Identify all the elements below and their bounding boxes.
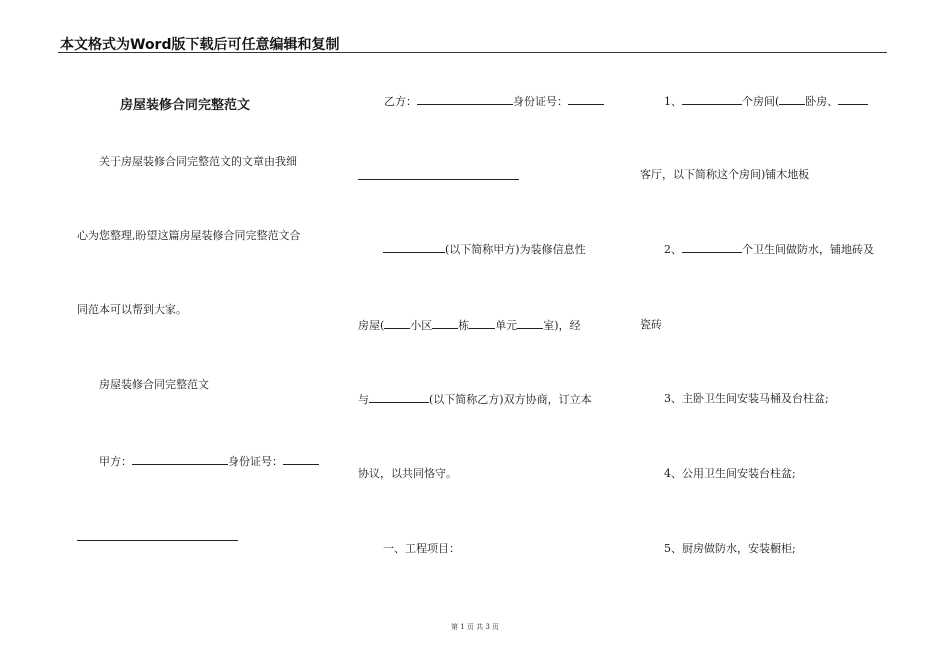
district-label: 小区 <box>410 319 433 332</box>
item-4: 4、公用卫生间安装台柱盆; <box>664 467 796 480</box>
unit-blank[interactable] <box>469 318 495 329</box>
party-a-id-label: 身份证号： <box>228 455 283 468</box>
party-b-name-blank[interactable] <box>417 94 513 105</box>
contract-subtitle: 房屋装修合同完整范文 <box>99 378 209 391</box>
intro-line-1: 关于房屋装修合同完整范文的文章由我细 <box>99 155 297 168</box>
building-blank[interactable] <box>432 318 458 329</box>
header-divider <box>58 52 887 53</box>
party-a-label: 甲方： <box>99 455 132 468</box>
item-5: 5、厨房做防水，安装橱柜; <box>664 542 796 555</box>
party-b-address-blank[interactable] <box>358 179 519 180</box>
house-label: 房屋( <box>358 319 385 332</box>
item-1-text-b: 卧房、 <box>805 95 839 108</box>
item-3: 3、主卧卫生间安装马桶及台柱盆; <box>664 392 829 405</box>
party-a-address-blank[interactable] <box>77 540 238 541</box>
section-heading-1: 一、工程项目： <box>383 542 460 555</box>
paragraph-line-1 <box>383 242 586 257</box>
party-b-label: 乙方： <box>384 95 417 108</box>
district-blank[interactable] <box>384 318 410 329</box>
intro-line-3: 同范本可以帮到大家。 <box>77 303 187 316</box>
item-1-number: 1、 <box>664 95 682 108</box>
party-b-blank[interactable] <box>369 392 429 403</box>
room-label: 室)，经 <box>543 319 581 332</box>
paragraph-text-1: (以下简称甲方)为装修信息性 <box>445 243 586 256</box>
party-b-id-label: 身份证号： <box>513 95 568 108</box>
party-a-id-blank[interactable] <box>283 454 319 465</box>
room-blank[interactable] <box>517 318 543 329</box>
building-label: 栋 <box>458 319 470 332</box>
party-a-name-blank[interactable] <box>132 454 228 465</box>
item-2-line <box>664 242 874 257</box>
item-2-number: 2、 <box>664 243 682 256</box>
party-b-line <box>384 94 604 109</box>
item-1-continuation: 客厅，以下简称这个房间)铺木地板 <box>640 168 810 181</box>
paragraph-line-3 <box>358 392 592 407</box>
document-title: 房屋装修合同完整范文 <box>120 98 251 113</box>
room-count-blank[interactable] <box>682 94 742 105</box>
item-2-continuation: 瓷砖 <box>640 318 662 331</box>
paragraph-line-2 <box>358 318 581 333</box>
item-2-text: 个卫生间做防水，铺地砖及 <box>742 243 874 256</box>
party-a-blank[interactable] <box>383 242 445 253</box>
item-1-line <box>664 94 868 109</box>
intro-line-2: 心为您整理,盼望这篇房屋装修合同完整范文合 <box>77 229 301 242</box>
party-b-id-blank[interactable] <box>568 94 604 105</box>
paragraph-line-4: 协议，以共同恪守。 <box>358 467 457 480</box>
bedroom-count-blank[interactable] <box>779 94 805 105</box>
item-1-text-a: 个房间( <box>742 95 780 108</box>
bathroom-count-blank[interactable] <box>682 242 742 253</box>
party-a-line <box>99 454 319 469</box>
with-label: 与 <box>358 393 369 406</box>
paragraph-text-3: (以下简称乙方)双方协商，订立本 <box>429 393 592 406</box>
page-number: 第 1 页 共 3 页 <box>450 623 500 631</box>
header-title: 本文格式为Word版下载后可任意编辑和复制 <box>60 37 340 53</box>
unit-label: 单元 <box>495 319 518 332</box>
other-room-blank[interactable] <box>838 94 868 105</box>
